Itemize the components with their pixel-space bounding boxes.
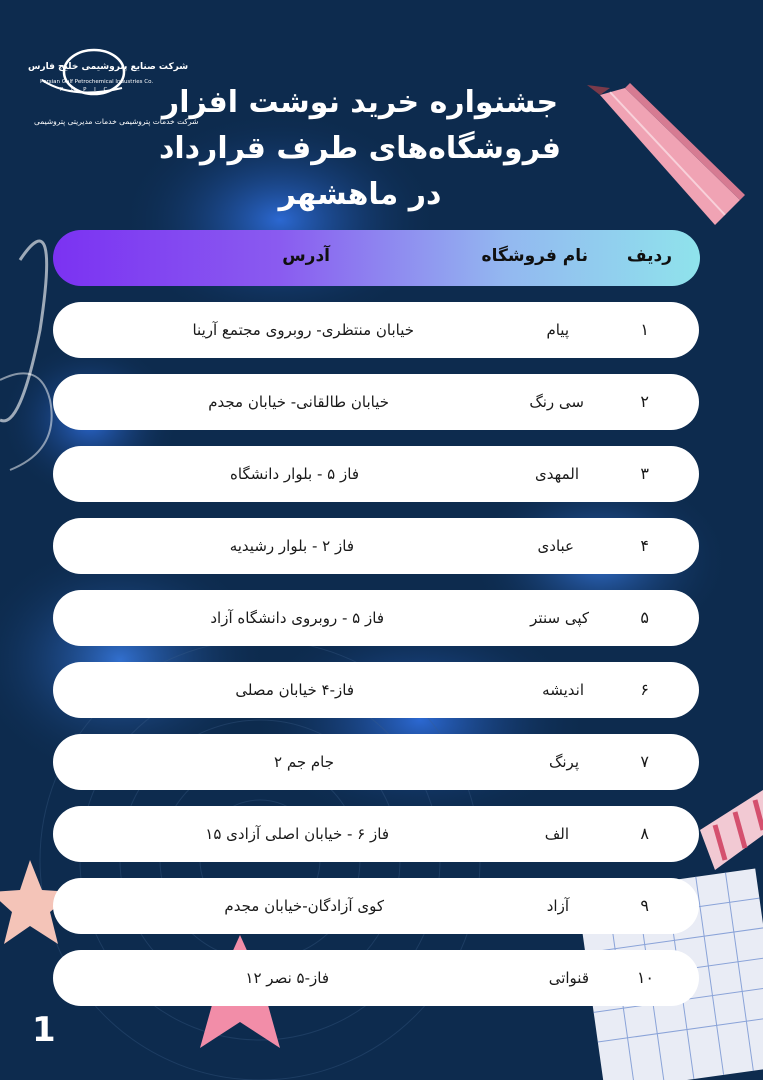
logo-english-name: Persian Gulf Petrochemical Industries Co. <box>40 79 154 85</box>
title-line-3: در ماهشهر <box>278 177 442 212</box>
row-number: ۸ <box>640 824 649 843</box>
store-name: المهدی <box>535 465 579 483</box>
store-address: خیابان منتظری- روبروی مجتمع آرینا <box>192 321 414 339</box>
header-store-name: نام فروشگاه <box>481 246 588 266</box>
row-number: ۲ <box>640 392 649 411</box>
logo-abbreviation: P G P I C <box>60 87 111 93</box>
store-name: پیام <box>546 321 569 339</box>
row-number: ۳ <box>640 464 649 483</box>
store-address: فاز-۴ خیابان مصلی <box>235 681 354 699</box>
row-number: ۱ <box>640 320 649 339</box>
store-name: عبادی <box>537 537 574 555</box>
store-address: جام جم ۲ <box>274 753 334 771</box>
title-line-2: فروشگاه‌های طرف قرارداد <box>158 131 562 166</box>
table-row <box>53 518 699 574</box>
store-name: سی رنگ <box>529 393 584 411</box>
table-row <box>53 374 699 430</box>
store-address: خیابان طالقانی- خیابان مجدم <box>208 393 389 411</box>
store-name: اندیشه <box>542 681 584 699</box>
store-address: فاز-۵ نصر ۱۲ <box>245 969 329 987</box>
table-row <box>53 302 699 358</box>
header-row-number: ردیف <box>626 246 672 266</box>
store-address: فاز ۲ - بلوار رشیدیه <box>229 537 354 555</box>
store-address: فاز ۵ - روبروی دانشگاه آزاد <box>210 609 384 627</box>
title-line-1: جشنواره خرید نوشت افزار <box>161 85 559 120</box>
row-number: ۱۰ <box>636 968 654 987</box>
logo-company-name: شرکت صنایع پتروشیمی خلیج فارس <box>28 62 189 72</box>
row-number: ۴ <box>640 536 649 555</box>
store-address: فاز ۶ - خیابان اصلی آزادی ۱۵ <box>205 825 389 843</box>
page-title <box>120 80 600 218</box>
table-row <box>53 590 699 646</box>
row-number: ۵ <box>640 608 649 627</box>
store-name: پرنگ <box>548 753 579 771</box>
table-row <box>53 446 699 502</box>
table-row <box>53 950 699 1006</box>
table-row <box>53 806 699 862</box>
header-address: آدرس <box>282 246 330 266</box>
table-row <box>53 734 699 790</box>
store-address: کوی آزادگان-خیابان مجدم <box>224 897 384 915</box>
store-name: قنواتی <box>548 969 589 987</box>
page-number: 1 <box>32 1010 56 1050</box>
row-number: ۷ <box>640 752 649 771</box>
row-number: ۹ <box>640 896 649 915</box>
store-name: الف <box>544 825 569 843</box>
table-row <box>53 878 699 934</box>
row-number: ۶ <box>640 680 649 699</box>
table-row <box>53 662 699 718</box>
table-header <box>53 230 700 286</box>
store-name: آزاد <box>546 897 569 915</box>
logo-subtitle: شرکت خدمات پتروشیمی خدمات مدیریتی پتروشیمی <box>34 117 199 126</box>
store-name: کپی سنتر <box>530 609 589 627</box>
store-address: فاز ۵ - بلوار دانشگاه <box>230 465 359 483</box>
